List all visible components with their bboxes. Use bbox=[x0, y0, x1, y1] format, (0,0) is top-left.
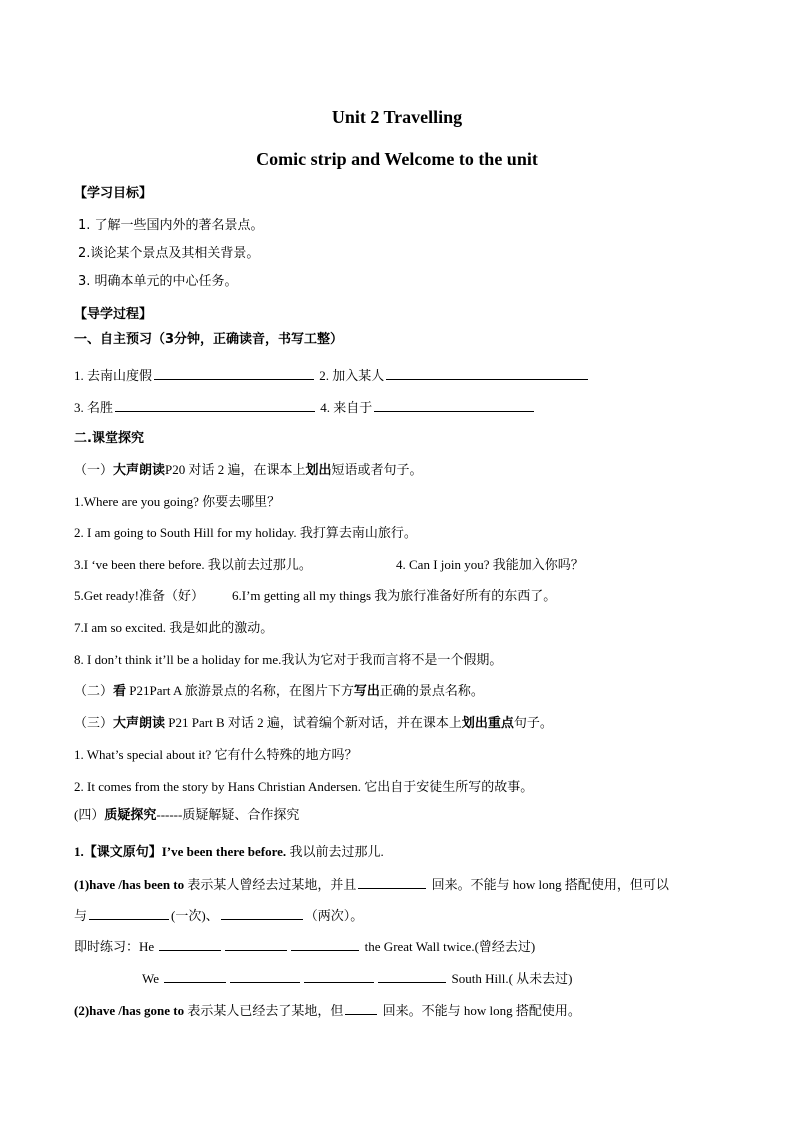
goal-item: 2.谈论某个景点及其相关背景。 bbox=[78, 246, 260, 261]
preview-q1: 1. 去南山度假 bbox=[74, 368, 153, 383]
grammar-point-1-cont: 与 (一次)、 （两次）。 bbox=[74, 908, 364, 923]
preview-q4: 4. 来自于 bbox=[320, 400, 373, 415]
explore-heading: 二.课堂探究 bbox=[74, 431, 144, 446]
part3-instruction: （三）大声朗读 P21 Part B 对话 2 遍，试着编个新对话，并在课本上划出重点句子。 bbox=[74, 715, 553, 730]
goal-item: 1. 了解一些国内外的著名景点。 bbox=[78, 218, 264, 233]
preview-heading: 一、自主预习（3分钟，正确读音，书写工整） bbox=[74, 332, 344, 347]
answer-blank bbox=[115, 398, 315, 412]
sentence: 2. It comes from the story by Hans Christian Andersen. 它出自于安徒生所写的故事。 bbox=[74, 779, 534, 794]
part1-instruction: （一）大声朗读P20 对话 2 遍，在课本上划出短语或者句子。 bbox=[74, 462, 423, 477]
answer-blank bbox=[378, 969, 446, 983]
preview-q2: 2. 加入某人 bbox=[319, 368, 385, 383]
goal-item: 3. 明确本单元的中心任务。 bbox=[78, 274, 238, 289]
preview-row-2 bbox=[74, 398, 536, 417]
answer-blank bbox=[225, 937, 287, 951]
sentence: 6.I’m getting all my things 我为旅行准备好所有的东西了。 bbox=[232, 588, 557, 603]
answer-blank bbox=[374, 398, 534, 412]
sentence: 2. I am going to South Hill for my holiday. 我打算去南山旅行。 bbox=[74, 525, 417, 540]
key-sentence: 1.【课文原句】I’ve been there before. 我以前去过那儿. bbox=[74, 844, 384, 859]
sentence: 1.Where are you going? 你要去哪里？ bbox=[74, 494, 281, 509]
sentence: 1. What’s special about it? 它有什么特殊的地方吗？ bbox=[74, 747, 358, 762]
answer-blank bbox=[154, 366, 314, 380]
answer-blank bbox=[89, 906, 169, 920]
part2-instruction: （二）看 P21Part A 旅游景点的名称，在图片下方写出正确的景点名称。 bbox=[74, 683, 484, 698]
grammar-point-1: (1)have /has been to 表示某人曾经去过某地，并且 回来。不能与 how long 搭配使用，但可以 bbox=[74, 877, 669, 892]
answer-blank bbox=[304, 969, 374, 983]
sentence: 4. Can I join you? 我能加入你吗？ bbox=[396, 557, 584, 572]
sentence: 5.Get ready!准备（好） bbox=[74, 588, 204, 603]
goals-heading: 【学习目标】 bbox=[74, 186, 153, 201]
practice-2: We South Hill.( 从未去过) bbox=[142, 971, 573, 986]
answer-blank bbox=[358, 875, 426, 889]
preview-row-1 bbox=[74, 366, 590, 385]
sentence: 8. I don’t think it’ll be a holiday for me.我认为它对于我而言将不是一个假期。 bbox=[74, 652, 503, 667]
answer-blank bbox=[164, 969, 226, 983]
process-heading: 【导学过程】 bbox=[74, 307, 153, 322]
preview-q3: 3. 名胜 bbox=[74, 400, 114, 415]
answer-blank bbox=[159, 937, 221, 951]
part4-instruction: (四）质疑探究------质疑解疑、合作探究 bbox=[74, 807, 300, 822]
sentence: 7.I am so excited. 我是如此的激动。 bbox=[74, 620, 274, 635]
sentence: 3.I ‘ve been there before. 我以前去过那儿。 bbox=[74, 557, 312, 572]
page-title: Unit 2 Travelling bbox=[331, 107, 463, 127]
practice-1: 即时练习：He the Great Wall twice.(曾经去过) bbox=[74, 939, 536, 954]
page-subtitle: Comic strip and Welcome to the unit bbox=[256, 149, 538, 169]
answer-blank bbox=[386, 366, 588, 380]
answer-blank bbox=[221, 906, 303, 920]
answer-blank bbox=[230, 969, 300, 983]
answer-blank bbox=[345, 1001, 377, 1015]
answer-blank bbox=[291, 937, 359, 951]
grammar-point-2: (2)have /has gone to 表示某人已经去了某地，但 回来。不能与 how long 搭配使用。 bbox=[74, 1003, 581, 1018]
